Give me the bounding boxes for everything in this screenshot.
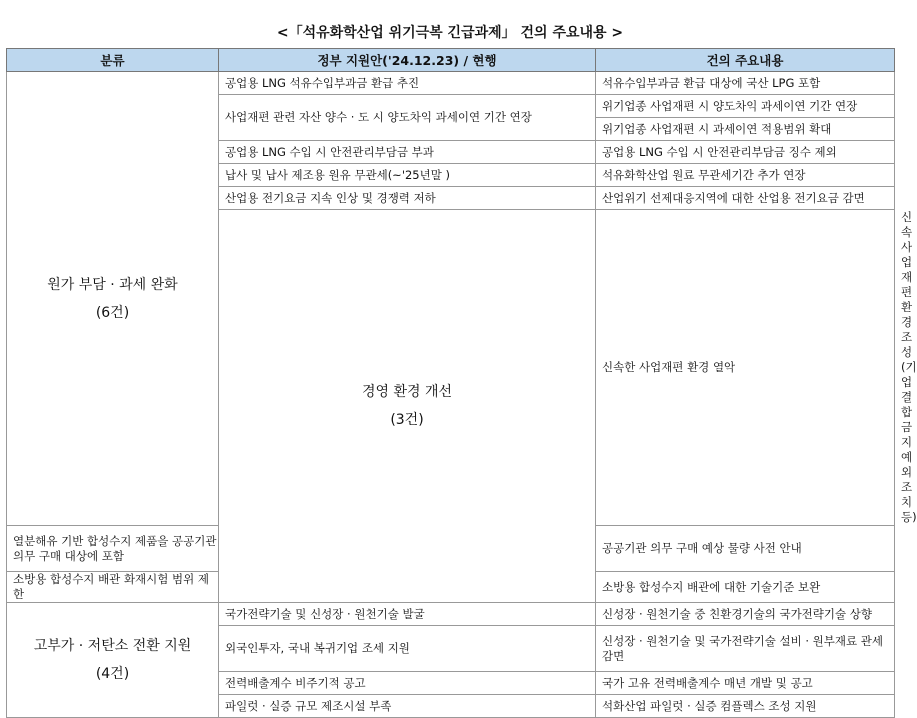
proposal-cell: 공공기관 의무 구매 예상 물량 사전 안내 [596, 526, 895, 572]
current-cell: 열분해유 기반 합성수지 제품을 공공기관 의무 구매 대상에 포함 [7, 526, 219, 572]
proposal-cell: 위기업종 사업재편 시 과세이연 적용범위 확대 [596, 118, 895, 141]
proposal-cell: 소방용 합성수지 배관에 대한 기술기준 보완 [596, 572, 895, 603]
current-cell: 신속한 사업재편 환경 열악 [596, 210, 895, 526]
header-current: 정부 지원안('24.12.23) / 현행 [219, 49, 596, 72]
table-row [7, 72, 895, 95]
current-cell: 공업용 LNG 석유수입부과금 환급 추진 [219, 72, 596, 95]
category-count: (4건) [95, 666, 130, 682]
proposal-cell: 신성장 · 원천기술 및 국가전략기술 설비 · 원부재료 관세 감면 [596, 626, 895, 672]
header-row [7, 49, 895, 72]
page-title: <「석유화학산업 위기극복 긴급과제」 건의 주요내용 > [276, 25, 624, 41]
current-cell: 소방용 합성수지 배관 화재시험 범위 제한 [7, 572, 219, 603]
table-row: 경영 환경 개선 (3건) 신속한 사업재편 환경 열악 신속 사업재편 환경 조성(기업결합 금지 예외 조치 등) [7, 210, 895, 526]
category-name: 고부가 · 저탄소 전환 지원 [33, 638, 192, 654]
current-cell: 외국인투자, 국내 복귀기업 조세 지원 [219, 626, 596, 672]
proposal-cell: 산업위기 선제대응지역에 대한 산업용 전기요금 감면 [596, 187, 895, 210]
current-cell: 사업재편 관련 자산 양수 · 도 시 양도차익 과세이연 기간 연장 [219, 95, 596, 141]
category-cell-transition [7, 603, 219, 718]
category-count: (6건) [95, 304, 130, 321]
category-count: (3건) [390, 412, 424, 428]
proposal-cell: 석유화학산업 원료 무관세기간 추가 연장 [596, 164, 895, 187]
header-category: 분류 [7, 49, 219, 72]
table-row [7, 603, 895, 626]
proposal-cell: 석유수입부과금 환급 대상에 국산 LPG 포함 [596, 72, 895, 95]
current-cell: 전력배출계수 비주기적 공고 [219, 672, 596, 695]
category-cell-environment [219, 210, 596, 603]
proposal-cell: 국가 고유 전력배출계수 매년 개발 및 공고 [596, 672, 895, 695]
current-cell: 국가전략기술 및 신성장 · 원천기술 발굴 [219, 603, 596, 626]
proposal-table [6, 48, 917, 718]
category-cell-cost [7, 72, 219, 526]
proposal-cell: 신성장 · 원천기술 중 친환경기술의 국가전략기술 상향 [596, 603, 895, 626]
category-name: 원가 부담 · 과세 완화 [47, 276, 178, 293]
current-cell: 공업용 LNG 수입 시 안전관리부담금 부과 [219, 141, 596, 164]
current-cell: 파일럿 · 실증 규모 제조시설 부족 [219, 695, 596, 718]
proposal-cell: 위기업종 사업재편 시 양도차익 과세이연 기간 연장 [596, 95, 895, 118]
current-cell: 납사 및 납사 제조용 원유 무관세(~'25년말 ) [219, 164, 596, 187]
current-cell: 산업용 전기요금 지속 인상 및 경쟁력 저하 [219, 187, 596, 210]
category-name: 경영 환경 개선 [361, 384, 453, 400]
proposal-cell: 석화산업 파일럿 · 실증 컴플렉스 조성 지원 [596, 695, 895, 718]
proposal-cell: 공업용 LNG 수입 시 안전관리부담금 징수 제외 [596, 141, 895, 164]
header-proposal: 건의 주요내용 [596, 49, 895, 72]
